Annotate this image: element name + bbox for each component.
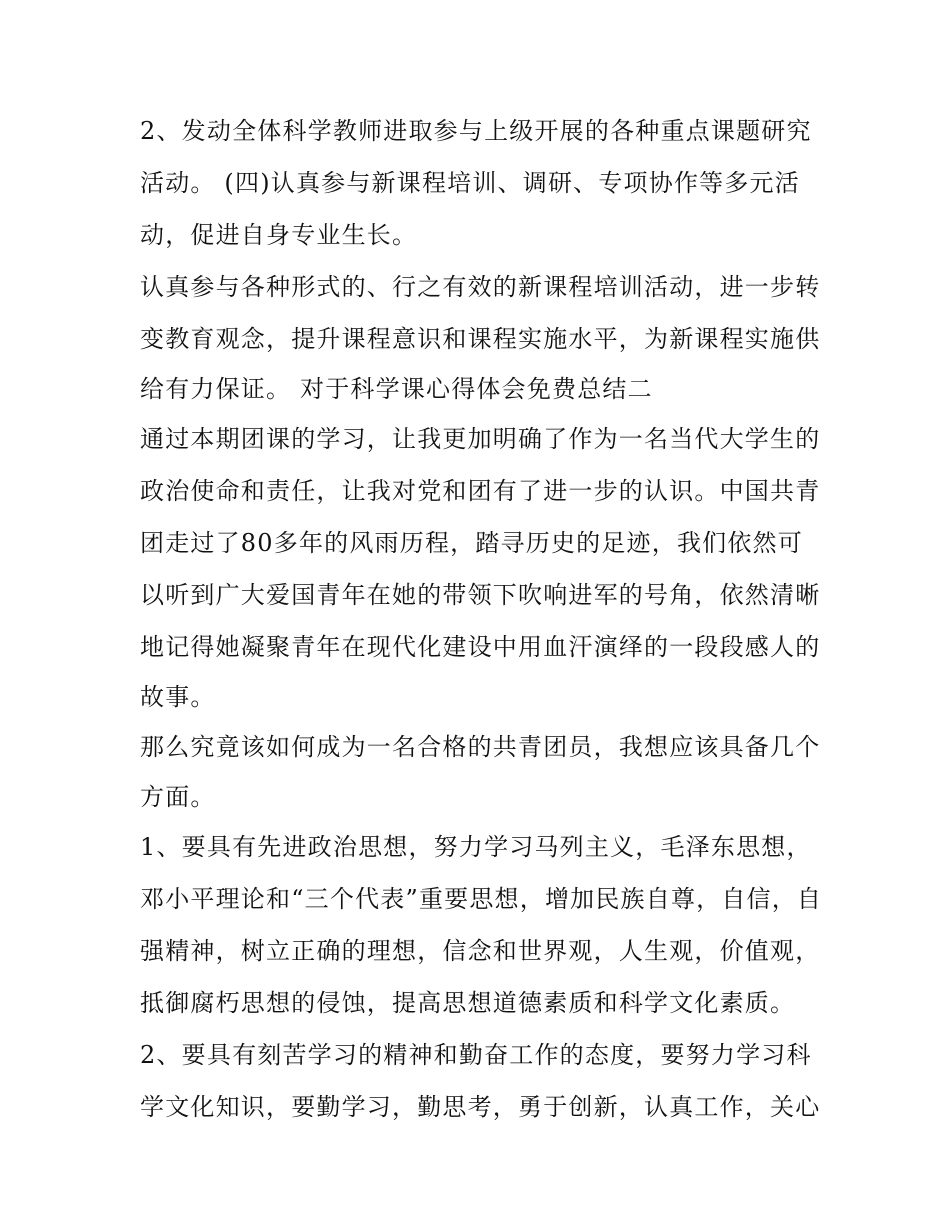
text-line: 2、要具有刻苦学习的精神和勤奋工作的态度，要努力学习科 bbox=[140, 1041, 812, 1069]
text-line: 政治使命和责任，让我对党和团有了进一步的认识。中国共青 bbox=[140, 477, 821, 505]
text-line: 以听到广大爱国青年在她的带领下吹响进军的号角，依然清晰 bbox=[140, 581, 821, 609]
text-line: 变教育观念，提升课程意识和课程实施水平，为新课程实施供 bbox=[140, 325, 821, 353]
text-line: 那么究竟该如何成为一名合格的共青团员，我想应该具备几个 bbox=[140, 733, 821, 761]
text-line: 邓小平理论和“三个代表”重要思想，增加民族自尊，自信，自 bbox=[140, 885, 823, 913]
text-line: 学文化知识，要勤学习，勤思考，勇于创新，认真工作，关心 bbox=[140, 1093, 821, 1121]
text-line: 给有力保证。 对于科学课心得体会免费总结二 bbox=[140, 375, 653, 403]
text-line: 认真参与各种形式的、行之有效的新课程培训活动，进一步转 bbox=[140, 273, 821, 301]
text-line: 故事。 bbox=[140, 683, 216, 711]
text-line: 方面。 bbox=[140, 783, 216, 811]
text-line: 强精神，树立正确的理想，信念和世界观，人生观，价值观， bbox=[140, 937, 821, 965]
text-line: 2、发动全体科学教师进取参与上级开展的各种重点课题研究 bbox=[140, 117, 812, 145]
text-line: 1、要具有先进政治思想，努力学习马列主义，毛泽东思想， bbox=[140, 833, 812, 861]
text-line: 地记得她凝聚青年在现代化建设中用血汗演绎的一段段感人的 bbox=[140, 633, 821, 661]
text-line: 团走过了80多年的风雨历程，踏寻历史的足迹，我们依然可 bbox=[140, 529, 803, 557]
text-line: 动，促进自身专业生长。 bbox=[140, 221, 418, 249]
text-line: 活动。 (四)认真参与新课程培训、调研、专项协作等多元活 bbox=[140, 169, 800, 197]
document-body bbox=[140, 105, 823, 1133]
text-line: 抵御腐朽思想的侵蚀，提高思想道德素质和科学文化素质。 bbox=[140, 989, 796, 1017]
text-line: 通过本期团课的学习，让我更加明确了作为一名当代大学生的 bbox=[140, 425, 821, 453]
